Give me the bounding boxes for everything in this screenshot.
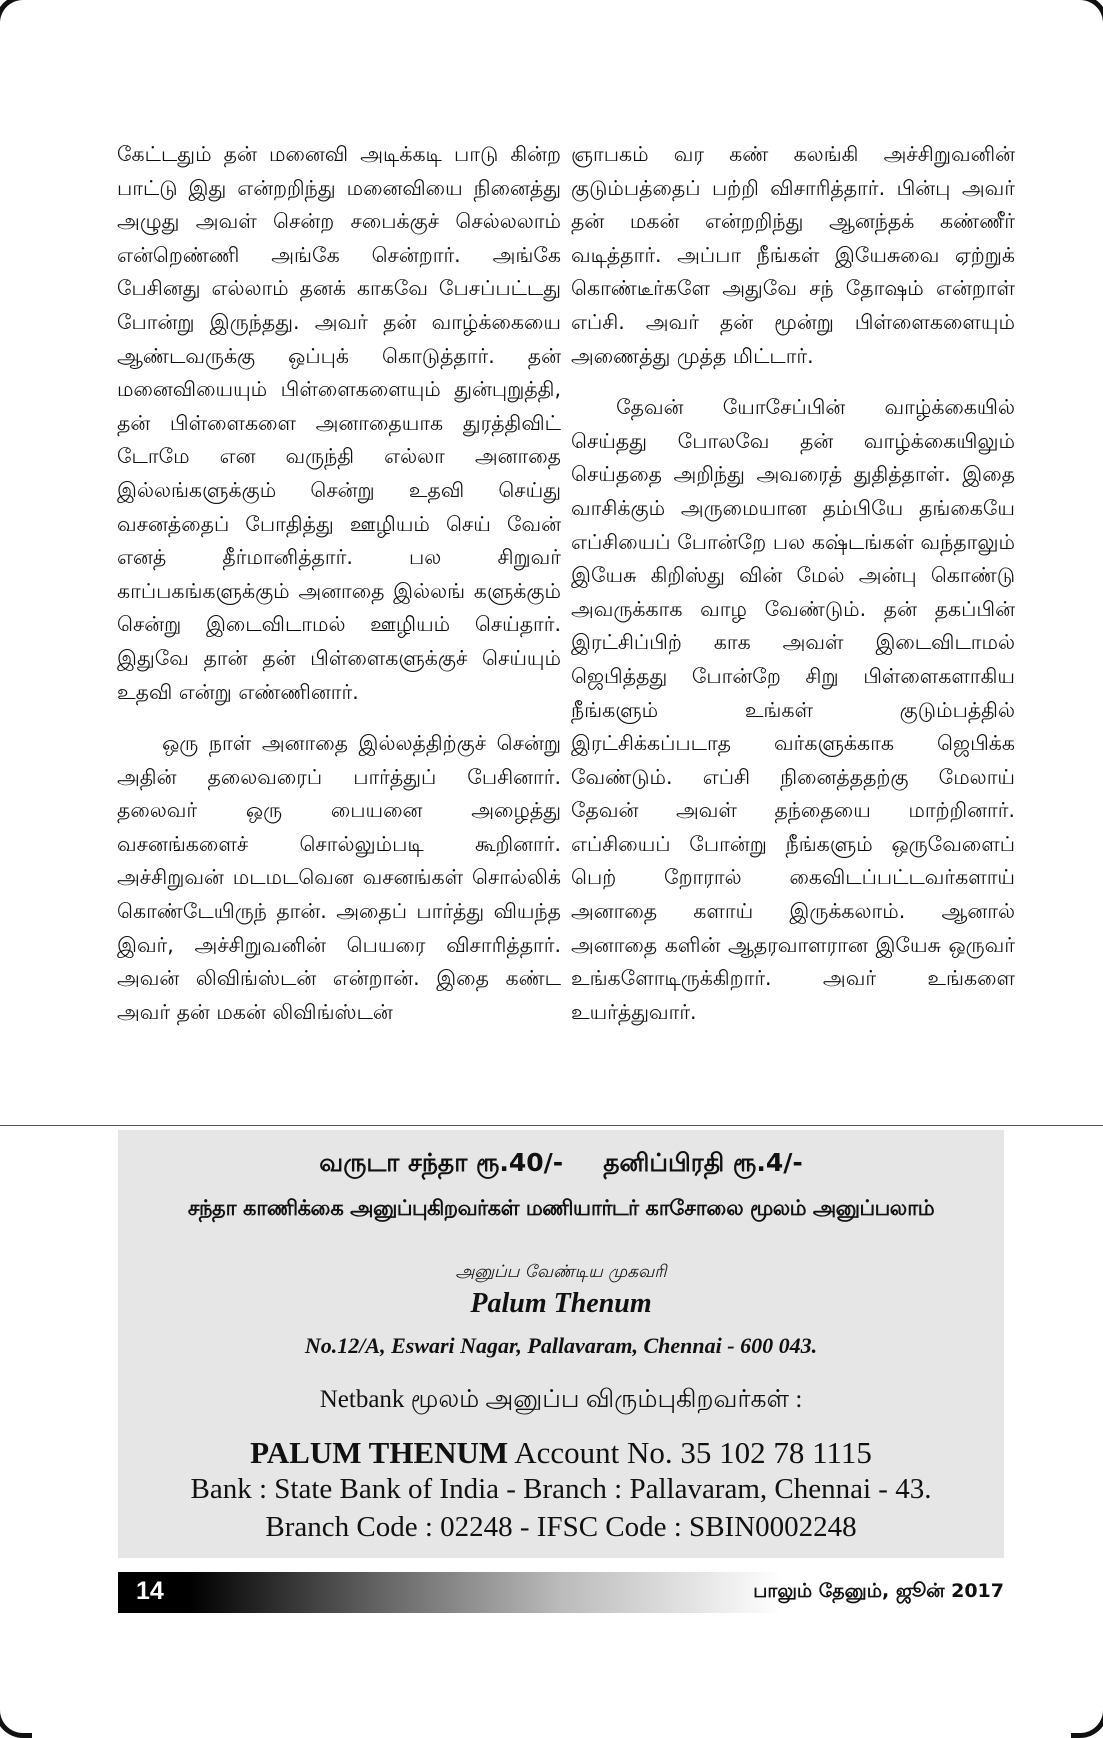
page-number: 14 — [136, 1577, 164, 1605]
subscription-prices — [118, 1148, 1004, 1181]
page-footer — [118, 1572, 1004, 1613]
corner-mark-top-left — [0, 0, 32, 32]
single-copy-price: தனிப்பிரதி ரூ.4/- — [603, 1148, 803, 1177]
article-paragraph: தேவன் யோசேப்பின் வாழ்க்கையில் செய்தது போலவே தன் வாழ்க்கையிலும் செய்ததை அறிந்து அவரைத் துதித்தாள். இதை வாசிக்கும் அருமையான தம்பியே தங்கையே எப்சியைப் போன்றே பல கஷ்டங்கள் வந்தாலும் இயேசு கிறிஸ்து வின் மேல் அன்பு கொண்டு அவருக்காக வாழ வேண்டும். தன் தகப்பின் இரட்சிப்பிற் காக அவள் இடைவிடாமல் ஜெபித்தது போன்றே சிறு பிள்ளைகளாகிய நீங்களும் உங்கள் குடும்பத்தில் இரட்சிக்கப்படாத வர்களுக்காக ஜெபிக்க வேண்டும். எப்சி நினைத்ததற்கு மேலாய் தேவன் அவள் தந்தையை மாற்றினார். எப்சியைப் போன்று நீங்களும் ஒருவேளைப் பெற் றோரால் கைவிடப்பட்டவர்களாய் அனாதை களாய் இருக்கலாம். ஆனால் அனாதை களின் ஆதரவாளரான இயேசு ஒருவர் உங்களோடிருக்கிறார். அவர் உங்களை உயர்த்துவார். — [571, 395, 1015, 1024]
bank-codes: Branch Code : 02248 - IFSC Code : SBIN0002248 — [265, 1511, 857, 1543]
article-column-left — [117, 138, 561, 1047]
address-heading: அனுப்ப வேண்டிய முகவரி — [455, 1262, 667, 1282]
account-line — [118, 1435, 1004, 1471]
article-paragraph: ஞாபகம் வர கண் கலங்கி அச்சிறுவனின் குடும்பத்தைப் பற்றி விசாரித்தார். பின்பு அவர் தன் மகன் என்றறிந்து ஆனந்தக் கண்ணீர் வடித்தார். அப்பா நீங்கள் இயேசுவை ஏற்றுக் கொண்டீர்களே அதுவே சந் தோஷம் என்றாள் எப்சி. அவர் தன் மூன்று பிள்ளைகளையும் அணைத்து முத்த மிட்டார். — [571, 142, 1015, 368]
bank-details: Bank : State Bank of India - Branch : Pallavaram, Chennai - 43. — [190, 1473, 932, 1505]
netbank-heading: Netbank மூலம் அனுப்ப விரும்புகிறவர்கள் : — [319, 1386, 803, 1413]
subscription-box — [118, 1130, 1004, 1558]
corner-mark-bottom-left — [0, 1701, 32, 1738]
corner-mark-top-right — [1071, 0, 1103, 32]
corner-mark-bottom-right — [1071, 1701, 1103, 1738]
subscription-instruction: சந்தா காணிக்கை அனுப்புகிறவர்கள் மணியார்டர் காசோலை மூலம் அனுப்பலாம் — [187, 1196, 935, 1220]
organization-name: Palum Thenum — [470, 1288, 652, 1319]
annual-subscription: வருடா சந்தா ரூ.40/- — [319, 1148, 564, 1177]
section-divider — [0, 1125, 1103, 1126]
account-name: PALUM THENUM — [250, 1435, 509, 1470]
magazine-issue: பாலும் தேனும், ஜூன் 2017 — [753, 1580, 1004, 1602]
postal-address: No.12/A, Eswari Nagar, Pallavaram, Chennai - 600 043. — [304, 1333, 818, 1358]
article-paragraph: கேட்டதும் தன் மனைவி அடிக்கடி பாடு கின்ற பாட்டு இது என்றறிந்து மனைவியை நினைத்து அழுது அவள் சென்ற சபைக்குச் செல்லலாம் என்றெண்ணி அங்கே சென்றார். அங்கே பேசினது எல்லாம் தனக் காகவே பேசப்பட்டது போன்று இருந்தது. அவர் தன் வாழ்க்கையை ஆண்டவருக்கு ஒப்புக் கொடுத்தார். தன் மனைவியையும் பிள்ளைகளையும் துன்புறுத்தி, தன் பிள்ளைகளை அனாதையாக துரத்திவிட் டோமே என வருந்தி எல்லா அனாதை இல்லங்களுக்கும் சென்று உதவி செய்து வசனத்தைப் போதித்து ஊழியம் செய் வேன் எனத் தீர்மானித்தார். பல சிறுவர் காப்பகங்களுக்கும் அனாதை இல்லங் களுக்கும் சென்று இடைவிடாமல் ஊழியம் செய்தார். இதுவே தான் தன் பிள்ளைகளுக்குச் செய்யும் உதவி என்று எண்ணினார். — [117, 142, 561, 704]
article-column-right — [571, 138, 1015, 1047]
account-number: Account No. 35 102 78 1115 — [514, 1435, 872, 1470]
article-paragraph: ஒரு நாள் அனாதை இல்லத்திற்குச் சென்று அதின் தலைவரைப் பார்த்துப் பேசினார். தலைவர் ஒரு பையனை அழைத்து வசனங்களைச் சொல்லும்படி கூறினார். அச்சிறுவன் மடமடவென வசனங்கள் சொல்லிக் கொண்டேயிருந் தான். அதைப் பார்த்து வியந்த இவர், அச்சிறுவனின் பெயரை விசாரித்தார். அவன் லிவிங்ஸ்டன் என்றான். இதை கண்ட அவர் தன் மகன் லிவிங்ஸ்டன் — [117, 731, 561, 1024]
